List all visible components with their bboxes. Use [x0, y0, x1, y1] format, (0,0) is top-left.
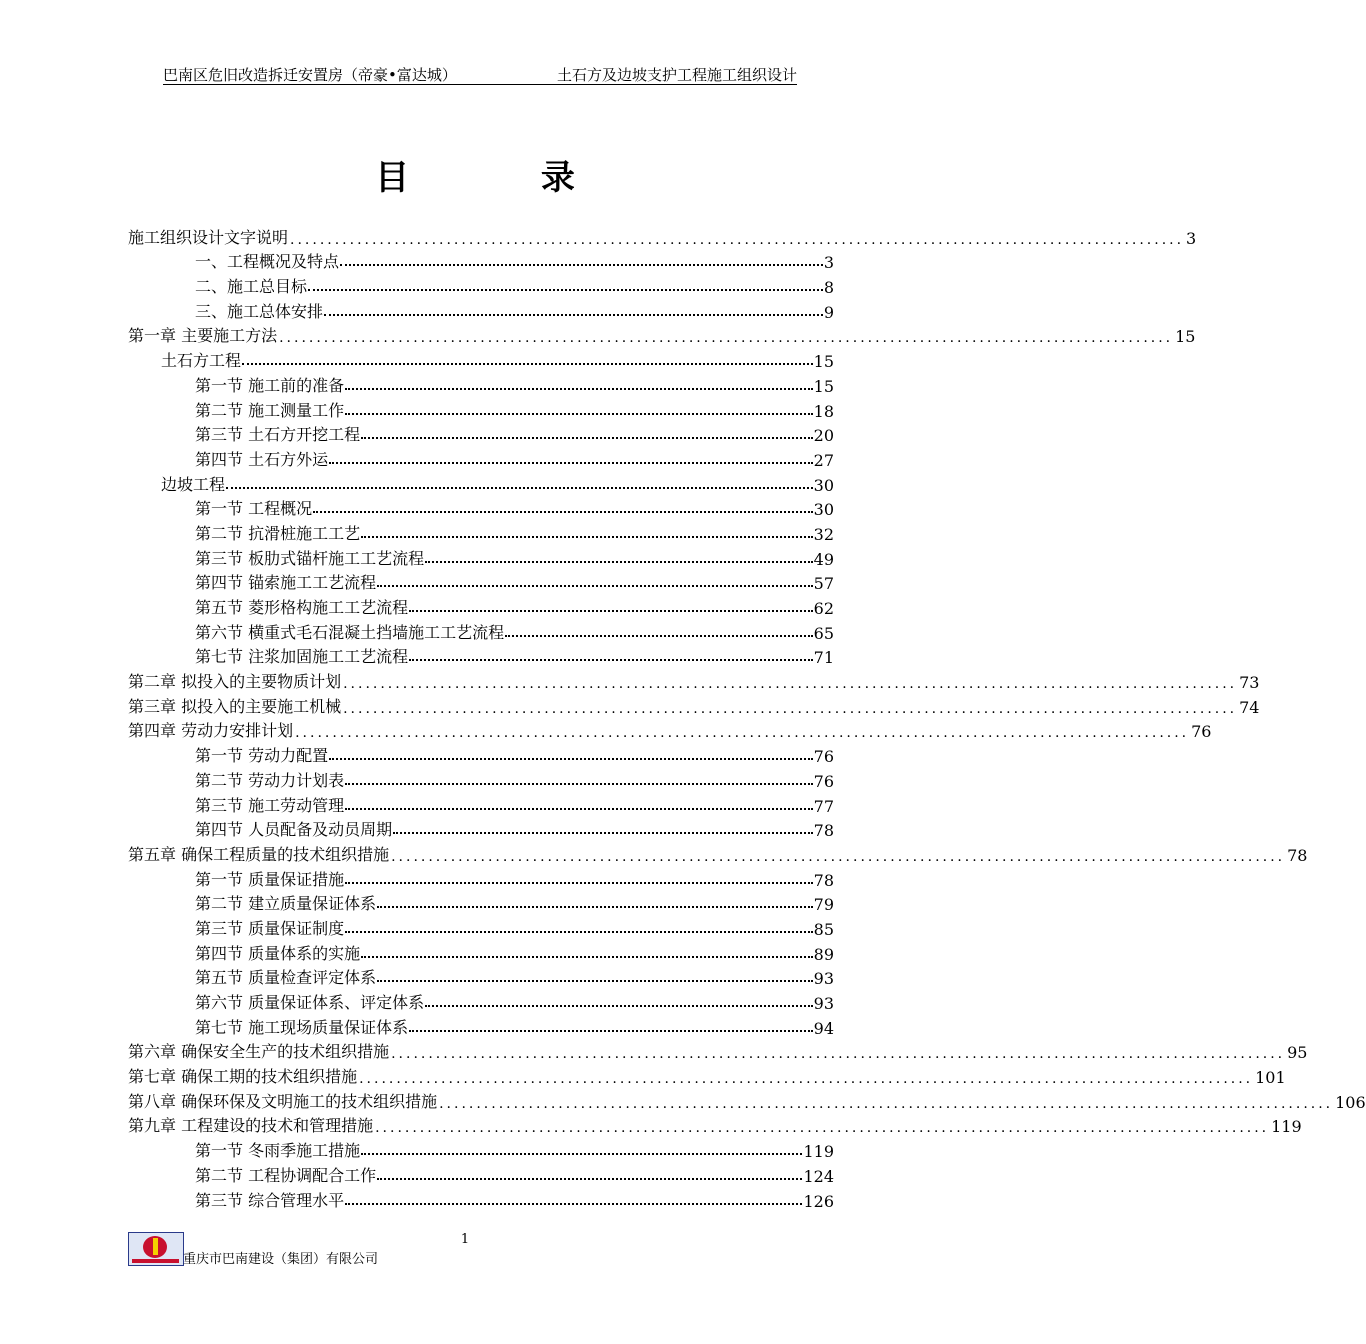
toc-entry-page: 78	[1287, 845, 1308, 865]
toc-section-entry[interactable]	[128, 816, 834, 841]
toc-chapter-entry[interactable]	[128, 692, 1260, 717]
toc-entry-page: 30	[813, 475, 834, 495]
toc-section-entry[interactable]	[128, 741, 834, 766]
toc-entry-label: 第三章 拟投入的主要施工机械	[128, 696, 342, 716]
dot-leader: ........................................................................................................................	[391, 848, 1286, 865]
toc-entry-label: 第六节 质量保证体系、评定体系	[195, 993, 425, 1012]
toc-entry-label: 第七节 注浆加固施工工艺流程	[195, 647, 409, 667]
toc-entry-page: 20	[813, 426, 834, 446]
dot-leader	[345, 783, 813, 785]
dot-leader	[345, 931, 813, 933]
toc-entry-page: 71	[813, 648, 834, 668]
toc-section-entry[interactable]	[128, 297, 834, 322]
toc-entry-page: 73	[1239, 673, 1260, 693]
footer-company-name: 重庆市巴南建设（集团）有限公司	[183, 1252, 379, 1267]
toc-entry-label: 第三节 质量保证制度	[195, 918, 345, 938]
toc-entry-page: 62	[813, 599, 834, 618]
toc-entry-label: 第一节 工程概况	[195, 499, 313, 519]
toc-section-entry[interactable]	[128, 988, 834, 1013]
dot-leader	[329, 758, 813, 760]
dot-leader	[377, 906, 813, 908]
toc-entry-page: 18	[813, 401, 834, 421]
toc-entry-page: 15	[1175, 327, 1196, 347]
toc-chapter-entry[interactable]	[128, 1087, 1366, 1112]
toc-entry-page: 9	[823, 302, 834, 322]
toc-entry-label: 第四节 土石方外运	[195, 449, 329, 469]
toc-entry-label: 第五节 质量检查评定体系	[195, 968, 377, 988]
toc-section-entry[interactable]	[128, 371, 834, 396]
dot-leader: ........................................................................................................................	[439, 1095, 1334, 1112]
toc-entry-label: 第三节 施工劳动管理	[195, 795, 345, 815]
toc-section-entry[interactable]	[128, 1136, 834, 1161]
header-document-name: 土石方及边坡支护工程施工组织设计	[556, 66, 797, 84]
dot-leader: ........................................................................................................................	[375, 1120, 1270, 1137]
toc-entry-label: 第八章 确保环保及文明施工的技术组织措施	[128, 1091, 438, 1111]
dot-leader	[361, 536, 813, 538]
toc-chapter-entry[interactable]	[128, 1112, 1302, 1137]
toc-entry-label: 第一节 冬雨季施工措施	[195, 1141, 361, 1161]
toc-entry-label: 施工组织设计文字说明	[128, 227, 289, 247]
toc-entry-page: 49	[813, 549, 834, 569]
toc-entry-label: 第一章 主要施工方法	[128, 326, 278, 346]
toc-chapter-entry[interactable]	[128, 322, 1196, 347]
toc-section-entry[interactable]	[128, 618, 834, 643]
toc-entry-label: 第三节 板肋式锚杆施工工艺流程	[195, 548, 425, 568]
toc-entry-label: 三、施工总体安排	[195, 301, 324, 321]
toc-entry-label: 第四节 质量体系的实施	[195, 943, 361, 963]
dot-leader: ........................................................................................................................	[359, 1071, 1254, 1088]
toc-section-entry[interactable]	[128, 865, 834, 890]
toc-entry-label: 第二节 抗滑桩施工工艺	[195, 523, 361, 543]
toc-entry-page: 94	[813, 1018, 834, 1038]
toc-entry-page: 95	[1287, 1043, 1308, 1063]
toc-entry-page: 76	[813, 771, 834, 791]
dot-leader: ........................................................................................................................	[343, 700, 1238, 717]
dot-leader	[308, 289, 823, 291]
toc-entry-page: 126	[803, 1191, 834, 1211]
toc-entry-label: 第二节 建立质量保证体系	[195, 894, 377, 914]
company-logo	[128, 1232, 184, 1266]
toc-entry-page: 15	[813, 352, 834, 372]
toc-section-entry[interactable]	[128, 272, 834, 297]
toc-section-entry[interactable]	[128, 593, 834, 618]
toc-chapter-entry[interactable]	[128, 667, 1260, 693]
toc-entry-page: 57	[813, 574, 834, 594]
toc-section-entry[interactable]	[128, 544, 834, 569]
toc-entry-page: 76	[813, 747, 834, 767]
toc-entry-page: 8	[823, 278, 834, 298]
dot-leader	[377, 585, 813, 587]
toc-entry-label: 一、工程概况及特点	[195, 252, 340, 272]
page-number: 1	[460, 1232, 470, 1247]
toc-section-entry[interactable]	[128, 569, 834, 594]
toc-section-entry[interactable]	[128, 914, 834, 939]
toc-entry-label: 第二节 劳动力计划表	[195, 770, 345, 790]
toc-entry-label: 第七节 施工现场质量保证体系	[195, 1017, 409, 1037]
toc-section-entry[interactable]	[128, 421, 834, 446]
toc-entry-page: 124	[803, 1166, 834, 1186]
dot-leader	[425, 1005, 813, 1007]
toc-section-entry[interactable]	[128, 396, 834, 421]
toc-entry-label: 第一节 施工前的准备	[195, 375, 345, 395]
toc-entry-label: 第九章 工程建设的技术和管理措施	[128, 1116, 374, 1136]
header-project-name: 巴南区危旧改造拆迁安置房（帝豪•富达城）	[163, 66, 457, 84]
dot-leader	[409, 610, 813, 612]
dot-leader: ........................................................................................................................	[391, 1046, 1286, 1063]
dot-leader	[226, 487, 813, 489]
toc-section-entry[interactable]	[128, 495, 834, 520]
toc-entry-page: 93	[813, 994, 834, 1013]
toc-entry-label: 二、施工总目标	[195, 277, 308, 297]
toc-title: 目 录	[375, 158, 635, 198]
dot-leader	[377, 980, 813, 982]
dot-leader	[361, 1153, 802, 1155]
dot-leader	[324, 314, 823, 316]
dot-leader: ........................................................................................................................	[343, 676, 1238, 693]
toc-section-entry[interactable]	[128, 470, 834, 495]
dot-leader	[345, 808, 813, 810]
toc-entry-page: 32	[813, 524, 834, 544]
toc-section-entry[interactable]	[128, 346, 834, 371]
toc-chapter-entry[interactable]	[128, 223, 1197, 248]
toc-entry-page: 119	[1271, 1117, 1302, 1137]
toc-chapter-entry[interactable]	[128, 717, 1212, 742]
toc-entry-page: 106	[1335, 1092, 1366, 1112]
toc-entry-page: 85	[813, 919, 834, 939]
dot-leader	[393, 832, 813, 834]
toc-entry-label: 第六章 确保安全生产的技术组织措施	[128, 1042, 390, 1062]
toc-entry-label: 第四节 锚索施工工艺流程	[195, 573, 377, 593]
toc-entry-label: 第一节 质量保证措施	[195, 869, 345, 889]
toc-entry-page: 65	[813, 623, 834, 643]
toc-section-entry[interactable]	[128, 519, 834, 544]
toc-section-entry[interactable]	[128, 1186, 834, 1211]
dot-leader	[505, 635, 813, 637]
toc-entry-label: 第五章 确保工程质量的技术组织措施	[128, 844, 390, 864]
toc-entry-label: 土石方工程	[161, 351, 242, 371]
toc-entry-label: 第六节 横重式毛石混凝土挡墙施工工艺流程	[195, 622, 505, 642]
toc-entry-page: 93	[813, 969, 834, 989]
toc-chapter-entry[interactable]	[128, 840, 1308, 865]
toc-entry-page: 30	[813, 500, 834, 520]
toc-section-entry[interactable]	[128, 643, 834, 668]
toc-entry-label: 第四节 人员配备及动员周期	[195, 820, 393, 840]
toc-entry-page: 101	[1255, 1068, 1286, 1088]
dot-leader: ........................................................................................................................	[295, 725, 1190, 742]
dot-leader	[409, 659, 813, 661]
toc-section-entry[interactable]	[128, 939, 834, 964]
toc-entry-page: 76	[1191, 722, 1212, 742]
dot-leader	[329, 462, 813, 464]
toc-section-entry[interactable]	[128, 1013, 834, 1038]
toc-entry-page: 27	[813, 450, 834, 470]
toc-entry-label: 第一节 劳动力配置	[195, 746, 329, 766]
dot-leader	[409, 1030, 813, 1032]
toc-chapter-entry[interactable]	[128, 1062, 1286, 1088]
dot-leader	[345, 1203, 802, 1205]
toc-entry-page: 74	[1239, 697, 1260, 717]
toc-entry-page: 78	[813, 821, 834, 841]
toc-entry-label: 第四章 劳动力安排计划	[128, 721, 294, 741]
dot-leader	[340, 264, 823, 266]
toc-entry-page: 77	[813, 796, 834, 816]
toc-entry-label: 第七章 确保工期的技术组织措施	[128, 1067, 358, 1087]
dot-leader	[425, 561, 813, 563]
toc-section-entry[interactable]	[128, 248, 834, 273]
toc-entry-label: 第二章 拟投入的主要物质计划	[128, 672, 342, 692]
running-header	[163, 66, 797, 85]
dot-leader	[242, 363, 813, 365]
toc-entry-page: 119	[803, 1142, 834, 1162]
toc-section-entry[interactable]	[128, 964, 834, 989]
toc-chapter-entry[interactable]	[128, 1038, 1308, 1063]
toc-section-entry[interactable]	[128, 791, 834, 816]
dot-leader	[377, 1178, 802, 1180]
toc-entry-page: 78	[813, 870, 834, 890]
dot-leader	[345, 413, 813, 415]
toc-entry-label: 第二节 施工测量工作	[195, 400, 345, 420]
dot-leader	[345, 882, 813, 884]
dot-leader: ........................................................................................................................	[279, 330, 1174, 347]
toc-entry-label: 边坡工程	[161, 474, 226, 494]
toc-entry-label: 第五节 菱形格构施工工艺流程	[195, 598, 409, 617]
toc-entry-page: 3	[1186, 228, 1197, 248]
dot-leader	[361, 437, 813, 439]
dot-leader	[361, 956, 813, 958]
toc-entry-page: 89	[813, 944, 834, 964]
dot-leader	[313, 511, 813, 513]
toc-entry-page: 15	[813, 376, 834, 396]
toc-section-entry[interactable]	[128, 445, 834, 470]
table-of-contents	[128, 223, 1366, 1211]
toc-section-entry[interactable]	[128, 766, 834, 791]
toc-entry-label: 第三节 土石方开挖工程	[195, 425, 361, 445]
toc-section-entry[interactable]	[128, 890, 834, 915]
dot-leader: ........................................................................................................................	[290, 231, 1185, 248]
dot-leader	[345, 388, 813, 390]
toc-entry-label: 第二节 工程协调配合工作	[195, 1165, 377, 1185]
toc-entry-page: 3	[823, 253, 834, 273]
toc-entry-page: 79	[813, 895, 834, 915]
toc-section-entry[interactable]	[128, 1161, 834, 1186]
toc-entry-label: 第三节 综合管理水平	[195, 1190, 345, 1210]
